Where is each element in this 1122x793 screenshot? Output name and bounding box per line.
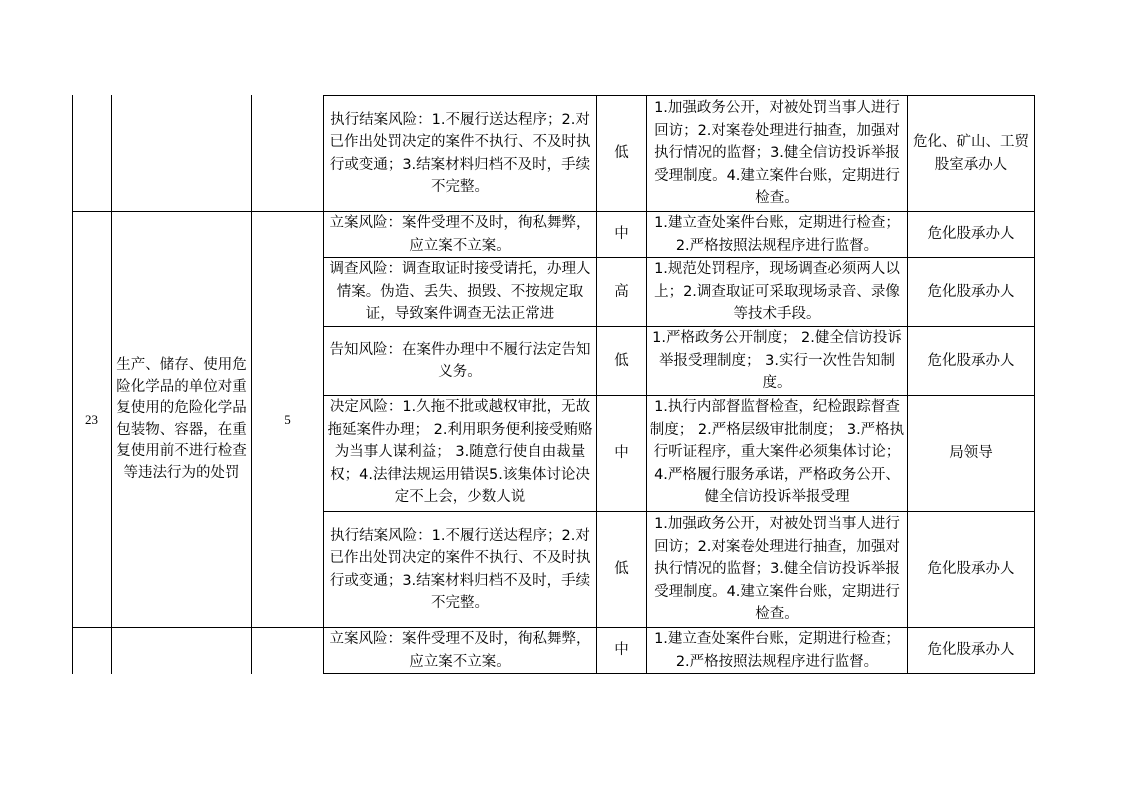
risk-description-text: 调查风险：调查取证时接受请托，办理人情案。伪造、丢失、损毁、不按规定取证，导致案件调查无法正常进 bbox=[329, 261, 591, 322]
control-measures-text: 1.执行内部督监督检查，纪检跟踪督查制度； 2.严格层级审批制度； 3.严格执行听证程序，重大案件必须集体讨论； 4.严格履行服务承诺，严格政务公开、健全信访投诉举报受理 bbox=[649, 399, 905, 505]
responsible-person: 危化股承办人 bbox=[908, 512, 1035, 628]
row-sequence-number: 23 bbox=[85, 411, 98, 427]
responsible-person: 危化股承办人 bbox=[908, 628, 1035, 674]
risk-level: 低 bbox=[597, 96, 647, 212]
risk-level: 中 bbox=[597, 396, 647, 512]
responsible-person: 局领导 bbox=[908, 396, 1035, 512]
control-measures bbox=[647, 396, 908, 512]
control-measures: 1.加强政务公开，对被处罚当事人进行回访；2.对案卷处理进行抽查，加强对执行情况的监督；3.健全信访投诉举报受理制度。4.建立案件台账，定期进行检查。 bbox=[647, 96, 908, 212]
risk-level: 低 bbox=[597, 512, 647, 628]
responsible-person: 危化、矿山、工贸股室承办人 bbox=[908, 96, 1035, 212]
risk-level: 高 bbox=[597, 258, 647, 327]
risk-description: 告知风险：在案件办理中不履行法定告知义务。 bbox=[324, 327, 597, 396]
table-row bbox=[324, 327, 1035, 396]
risk-description bbox=[324, 258, 597, 327]
table-row bbox=[324, 512, 1035, 628]
responsible-person: 危化股承办人 bbox=[908, 327, 1035, 396]
responsible-person: 危化股承办人 bbox=[908, 212, 1035, 258]
control-measures: 1.严格政务公开制度； 2.健全信访投诉举报受理制度； 3.实行一次性告知制度。 bbox=[647, 327, 908, 396]
risk-description: 立案风险：案件受理不及时，徇私舞弊，应立案不立案。 bbox=[324, 628, 597, 674]
risk-description bbox=[324, 396, 597, 512]
responsible-person: 危化股承办人 bbox=[908, 258, 1035, 327]
item-count: 5 bbox=[284, 411, 291, 427]
control-measures: 1.规范处罚程序，现场调查必须两人以上；2.调查取证可采取现场录音、录像等技术手段。 bbox=[647, 258, 908, 327]
risk-level: 低 bbox=[597, 327, 647, 396]
risk-level: 中 bbox=[597, 212, 647, 258]
table-row bbox=[324, 396, 1035, 512]
risk-level: 中 bbox=[597, 628, 647, 674]
control-measures: 1.建立查处案件台账，定期进行检查；2.严格按照法规程序进行监督。 bbox=[647, 212, 908, 258]
left-row-separator-bottom bbox=[72, 627, 323, 628]
control-measures: 1.建立查处案件台账，定期进行检查；2.严格按照法规程序进行监督。 bbox=[647, 628, 908, 674]
risk-description-text: 决定风险：1.久拖不批或越权审批，无故拖延案件办理； 2.利用职务便利接受贿赂为当事人谋利益； 3.随意行使自由裁量权；4.法律法规运用错误5.该集体讨论决定不上会，少数人说 bbox=[327, 399, 593, 505]
table-row bbox=[324, 212, 1035, 258]
risk-description: 执行结案风险：1.不履行送达程序；2.对已作出处罚决定的案件不执行、不及时执行或变通；3.结案材料归档不及时，手续不完整。 bbox=[324, 96, 597, 212]
control-measures: 1.加强政务公开，对被处罚当事人进行回访；2.对案卷处理进行抽查，加强对执行情况的监督；3.健全信访投诉举报受理制度。4.建立案件台账，定期进行检查。 bbox=[647, 512, 908, 628]
penalty-item-description: 生产、储存、使用危险化学品的单位对重复使用的危险化学品包装物、容器，在重复使用前不进行检查等违法行为的处罚 bbox=[116, 357, 247, 481]
risk-description: 执行结案风险：1.不履行送达程序；2.对已作出处罚决定的案件不执行、不及时执行或变通；3.结案材料归档不及时，手续不完整。 bbox=[324, 512, 597, 628]
table-row bbox=[324, 258, 1035, 327]
table-row bbox=[324, 628, 1035, 674]
risk-control-table bbox=[323, 95, 1035, 674]
risk-description: 立案风险：案件受理不及时，徇私舞弊，应立案不立案。 bbox=[324, 212, 597, 258]
table-row bbox=[324, 96, 1035, 212]
